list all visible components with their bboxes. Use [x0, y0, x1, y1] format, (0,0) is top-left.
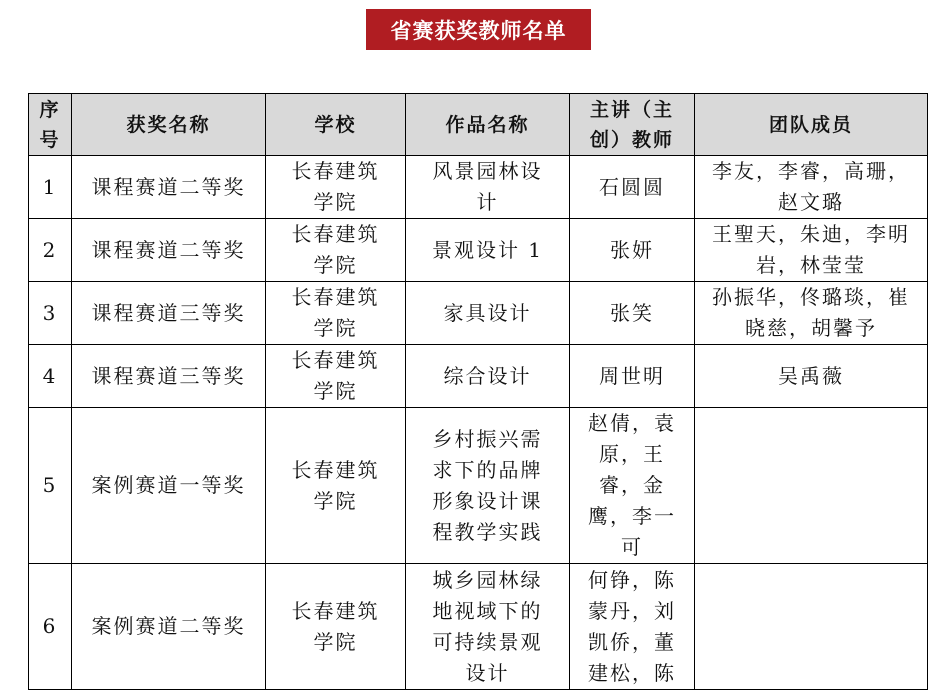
- cell-school: 长春建筑学院: [266, 219, 406, 282]
- header-work: 作品名称: [406, 94, 570, 156]
- cell-team: 李友，李睿，高珊，赵文璐: [695, 156, 928, 219]
- header-team: 团队成员: [695, 94, 928, 156]
- cell-work: 风景园林设计: [406, 156, 570, 219]
- cell-work: 城乡园林绿地视域下的可持续景观设计: [406, 564, 570, 690]
- cell-team: 吴禹薇: [695, 345, 928, 408]
- table-row: [29, 156, 928, 219]
- page-title: 省赛获奖教师名单: [366, 9, 591, 50]
- cell-work: 综合设计: [406, 345, 570, 408]
- cell-work: 乡村振兴需求下的品牌形象设计课程教学实践: [406, 408, 570, 564]
- cell-team: 王聖天，朱迪，李明岩，林莹莹: [695, 219, 928, 282]
- cell-school: 长春建筑学院: [266, 345, 406, 408]
- table-row: [29, 408, 928, 564]
- cell-award: 课程赛道二等奖: [72, 219, 266, 282]
- cell-award: 课程赛道三等奖: [72, 282, 266, 345]
- cell-school: 长春建筑学院: [266, 156, 406, 219]
- award-table: [28, 93, 928, 690]
- table-row: [29, 564, 928, 690]
- cell-teacher: 张笑: [570, 282, 695, 345]
- cell-team: [695, 408, 928, 564]
- cell-seq: 3: [29, 282, 72, 345]
- cell-school: 长春建筑学院: [266, 282, 406, 345]
- cell-award: 案例赛道一等奖: [72, 408, 266, 564]
- cell-teacher: 赵倩，袁原，王睿，金鹰，李一可: [570, 408, 695, 564]
- cell-school: 长春建筑学院: [266, 408, 406, 564]
- cell-seq: 6: [29, 564, 72, 690]
- cell-seq: 1: [29, 156, 72, 219]
- cell-work: 景观设计 1: [406, 219, 570, 282]
- cell-school: 长春建筑学院: [266, 564, 406, 690]
- header-row: [29, 94, 928, 156]
- cell-award: 课程赛道二等奖: [72, 156, 266, 219]
- header-seq: 序号: [29, 94, 72, 156]
- cell-teacher: 石圆圆: [570, 156, 695, 219]
- cell-seq: 5: [29, 408, 72, 564]
- cell-teacher: 周世明: [570, 345, 695, 408]
- header-teacher: 主讲（主创）教师: [570, 94, 695, 156]
- cell-team: [695, 564, 928, 690]
- cell-seq: 4: [29, 345, 72, 408]
- cell-work: 家具设计: [406, 282, 570, 345]
- cell-award: 课程赛道三等奖: [72, 345, 266, 408]
- table-row: [29, 345, 928, 408]
- table-row: [29, 219, 928, 282]
- cell-teacher: 何铮，陈蒙丹，刘凯侨，董建松，陈: [570, 564, 695, 690]
- table-row: [29, 282, 928, 345]
- header-award: 获奖名称: [72, 94, 266, 156]
- cell-team: 孙振华，佟璐琰，崔晓慈，胡馨予: [695, 282, 928, 345]
- cell-seq: 2: [29, 219, 72, 282]
- cell-award: 案例赛道二等奖: [72, 564, 266, 690]
- cell-teacher: 张妍: [570, 219, 695, 282]
- header-school: 学校: [266, 94, 406, 156]
